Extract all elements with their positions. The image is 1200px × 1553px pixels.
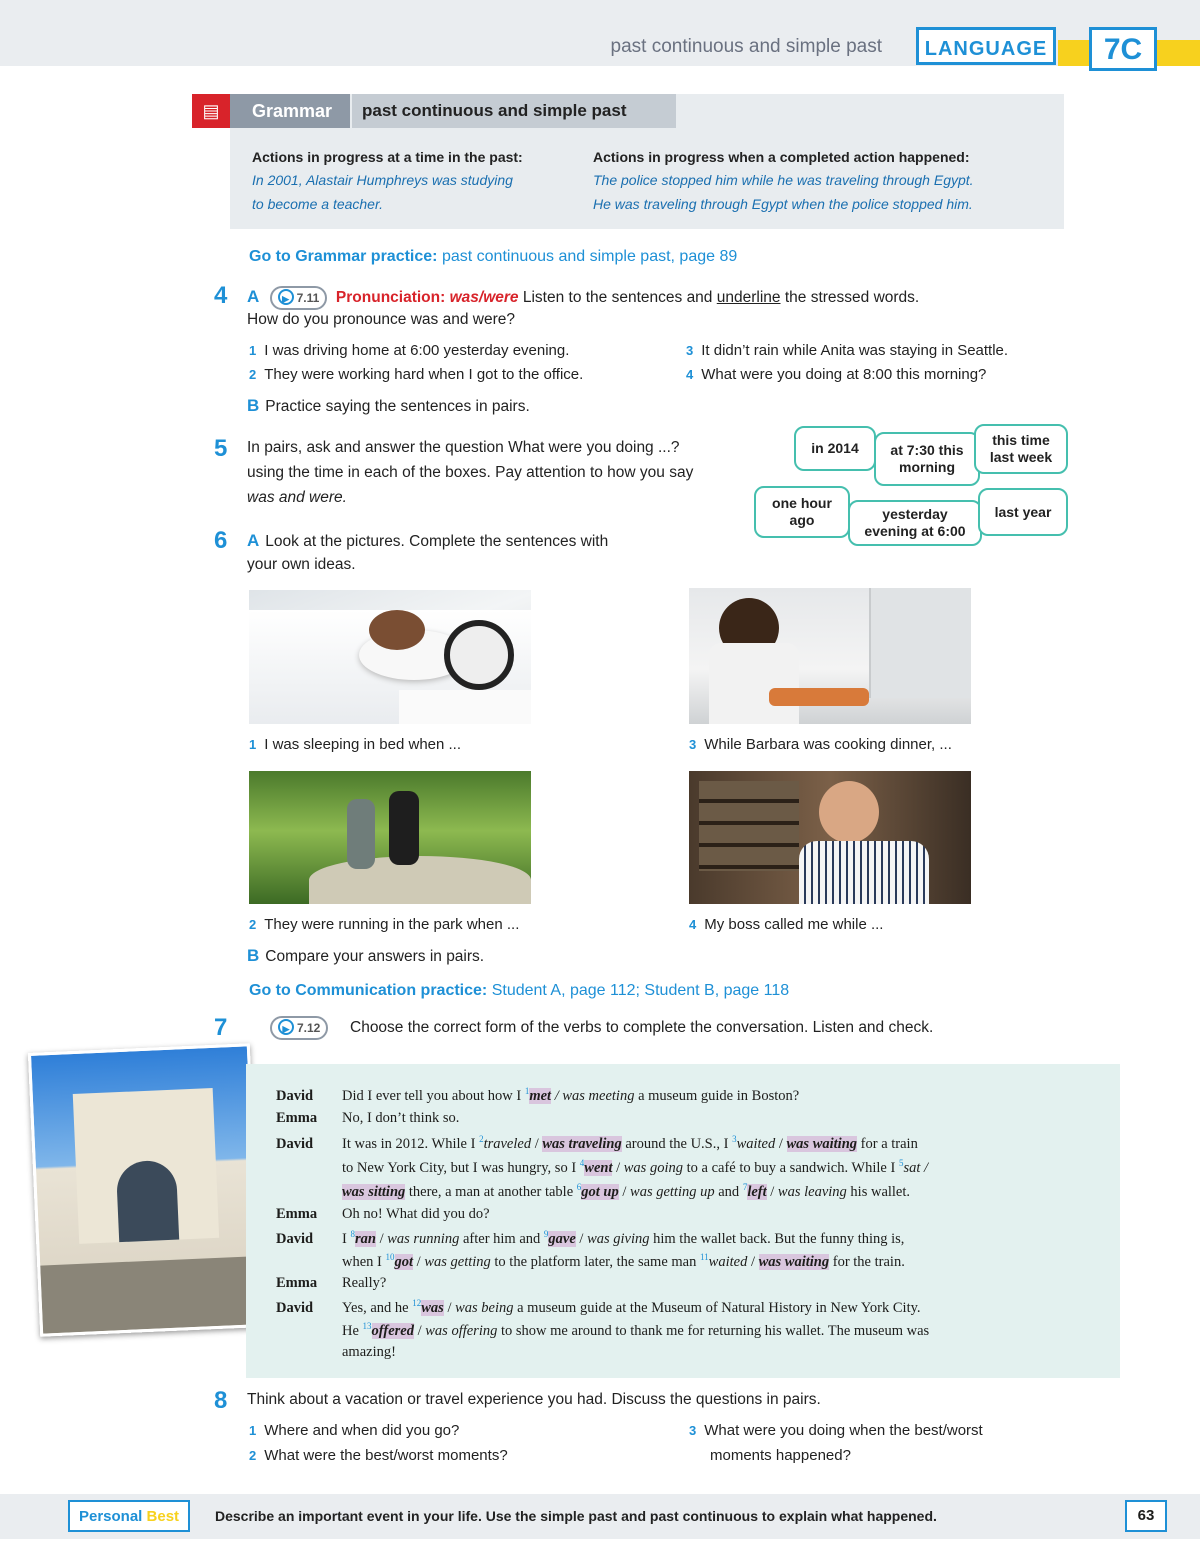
grammar-left-heading: Actions in progress at a time in the past: xyxy=(252,149,523,165)
conversation-line-3: David It was in 2012. While I $^2$traveled / was traveling around the U.S., I $^3$waited / was waiting for a train xyxy=(276,1134,918,1152)
time-box-this-time-last-week: this time last week xyxy=(974,424,1068,474)
exercise-5-number: 5 xyxy=(214,435,228,462)
exercise-6a-line-1: A Look at the pictures. Complete the sentences with xyxy=(247,531,609,550)
language-label: LANGUAGE xyxy=(916,27,1056,65)
exercise-5-line-2: using the time in each of the boxes. Pay attention to how you say xyxy=(247,464,694,481)
exercise-5-line-3: was and were. xyxy=(247,489,347,506)
photo-museum-building xyxy=(28,1043,262,1336)
time-box-in-2014: in 2014 xyxy=(794,426,876,471)
grammar-right-example-1: The police stopped him while he was traveling through Egypt. xyxy=(593,172,974,188)
conversation-line-11: He $^{13}$offered / was offering to show me around to thank me for returning his wallet. The museum was xyxy=(342,1321,930,1339)
picture-caption-2: 2 They were running in the park when ... xyxy=(249,916,520,933)
grammar-topic-tab: past continuous and simple past xyxy=(352,94,676,128)
exercise-4-item-1: 1 I was driving home at 6:00 yesterday evening. xyxy=(249,342,570,359)
conversation-line-10: David Yes, and he $^{12}$was / was being a museum guide at the Museum of Natural History in New York City. xyxy=(276,1298,921,1316)
communication-practice-link[interactable]: Go to Communication practice: Student A, page 112; Student B, page 118 xyxy=(249,982,790,999)
time-box-yesterday-evening: yesterday evening at 6:00 xyxy=(848,500,982,546)
conversation-line-9: Emma Really? xyxy=(276,1275,387,1291)
exercise-4a-question: How do you pronounce was and were? xyxy=(247,311,515,328)
exercise-8-item-3-cont: moments happened? xyxy=(710,1447,851,1464)
unit-label: 7C xyxy=(1089,27,1157,71)
picture-caption-1: 1 I was sleeping in bed when ... xyxy=(249,736,462,753)
exercise-4-item-2: 2 They were working hard when I got to the office. xyxy=(249,366,584,383)
exercise-7-instruction: Choose the correct form of the verbs to complete the conversation. Listen and check. xyxy=(350,1019,934,1036)
exercise-8-instruction: Think about a vacation or travel experience you had. Discuss the questions in pairs. xyxy=(247,1391,821,1408)
conversation-line-2: Emma No, I don’t think so. xyxy=(276,1110,460,1126)
exercise-4-item-4: 4 What were you doing at 8:00 this morning? xyxy=(686,366,987,383)
book-icon: ▤ xyxy=(192,94,230,128)
audio-track-7-11[interactable]: ▶ 7.11 xyxy=(270,286,328,310)
photo-men-running xyxy=(249,771,531,904)
conversation-line-1: David Did I ever tell you about how I $^1$met / was meeting a museum guide in Boston? xyxy=(276,1086,800,1104)
exercise-4a-instruction: A ▶ 7.11 Pronunciation: was/were Listen to the sentences and underline the stressed words. xyxy=(247,286,919,310)
personal-best-badge: Personal Best xyxy=(68,1500,190,1532)
exercise-5-line-1: In pairs, ask and answer the question What were you doing ...? xyxy=(247,439,680,456)
page-section-title: past continuous and simple past xyxy=(610,36,882,57)
exercise-4-item-3: 3 It didn’t rain while Anita was staying in Seattle. xyxy=(686,342,1009,359)
exercise-8-item-3: 3 What were you doing when the best/worst xyxy=(689,1422,983,1439)
conversation-line-12: amazing! xyxy=(342,1344,396,1360)
grammar-right-heading: Actions in progress when a completed action happened: xyxy=(593,149,970,165)
play-icon: ▶ xyxy=(278,289,294,305)
conversation-line-7: David I $^8$ran / was running after him and $^9$gave / was giving him the wallet back. But the funny thing is, xyxy=(276,1229,905,1247)
time-box-one-hour-ago: one hour ago xyxy=(754,486,850,538)
grammar-practice-link[interactable]: Go to Grammar practice: past continuous and simple past, page 89 xyxy=(249,248,738,265)
grammar-left-example-1: In 2001, Alastair Humphreys was studying xyxy=(252,172,513,188)
conversation-line-4: to New York City, but I was hungry, so I $^4$went / was going to a café to buy a sandwich. While I $^5$sat / xyxy=(342,1158,929,1176)
exercise-6-number: 6 xyxy=(214,527,228,554)
conversation-line-8: when I $^{10}$got / was getting to the platform later, the same man $^{11}$waited / was waiting for the train. xyxy=(342,1252,905,1270)
exercise-8-item-1: 1 Where and when did you go? xyxy=(249,1422,460,1439)
time-box-last-year: last year xyxy=(978,488,1068,536)
time-box-7-30-morning: at 7:30 this morning xyxy=(874,432,980,486)
picture-caption-4: 4 My boss called me while ... xyxy=(689,916,884,933)
photo-woman-sleeping xyxy=(249,590,531,724)
grammar-left-example-2: to become a teacher. xyxy=(252,196,384,212)
exercise-7-number: 7 xyxy=(214,1014,228,1041)
picture-caption-3: 3 While Barbara was cooking dinner, ... xyxy=(689,736,952,753)
exercise-6b-instruction: B Compare your answers in pairs. xyxy=(247,946,485,965)
play-icon: ▶ xyxy=(278,1019,294,1035)
exercise-8-item-2: 2 What were the best/worst moments? xyxy=(249,1447,508,1464)
exercise-4b-instruction: B Practice saying the sentences in pairs. xyxy=(247,396,530,415)
exercise-8-number: 8 xyxy=(214,1387,228,1414)
personal-best-text: Describe an important event in your life. Use the simple past and past continuous to explain what happened. xyxy=(215,1508,937,1524)
exercise-4-number: 4 xyxy=(214,282,228,309)
exercise-6a-line-2: your own ideas. xyxy=(247,556,356,573)
conversation-line-6: Emma Oh no! What did you do? xyxy=(276,1206,490,1222)
conversation-line-5: was sitting there, a man at another table $^6$got up / was getting up and $^7$left / was leaving his wallet. xyxy=(342,1182,911,1200)
photo-man-on-phone xyxy=(689,771,971,904)
audio-track-7-12[interactable]: ▶ 7.12 xyxy=(270,1016,328,1040)
page-number: 63 xyxy=(1125,1500,1167,1532)
photo-woman-cooking xyxy=(689,588,971,724)
grammar-right-example-2: He was traveling through Egypt when the police stopped him. xyxy=(593,196,973,212)
grammar-tab: Grammar xyxy=(230,94,350,128)
